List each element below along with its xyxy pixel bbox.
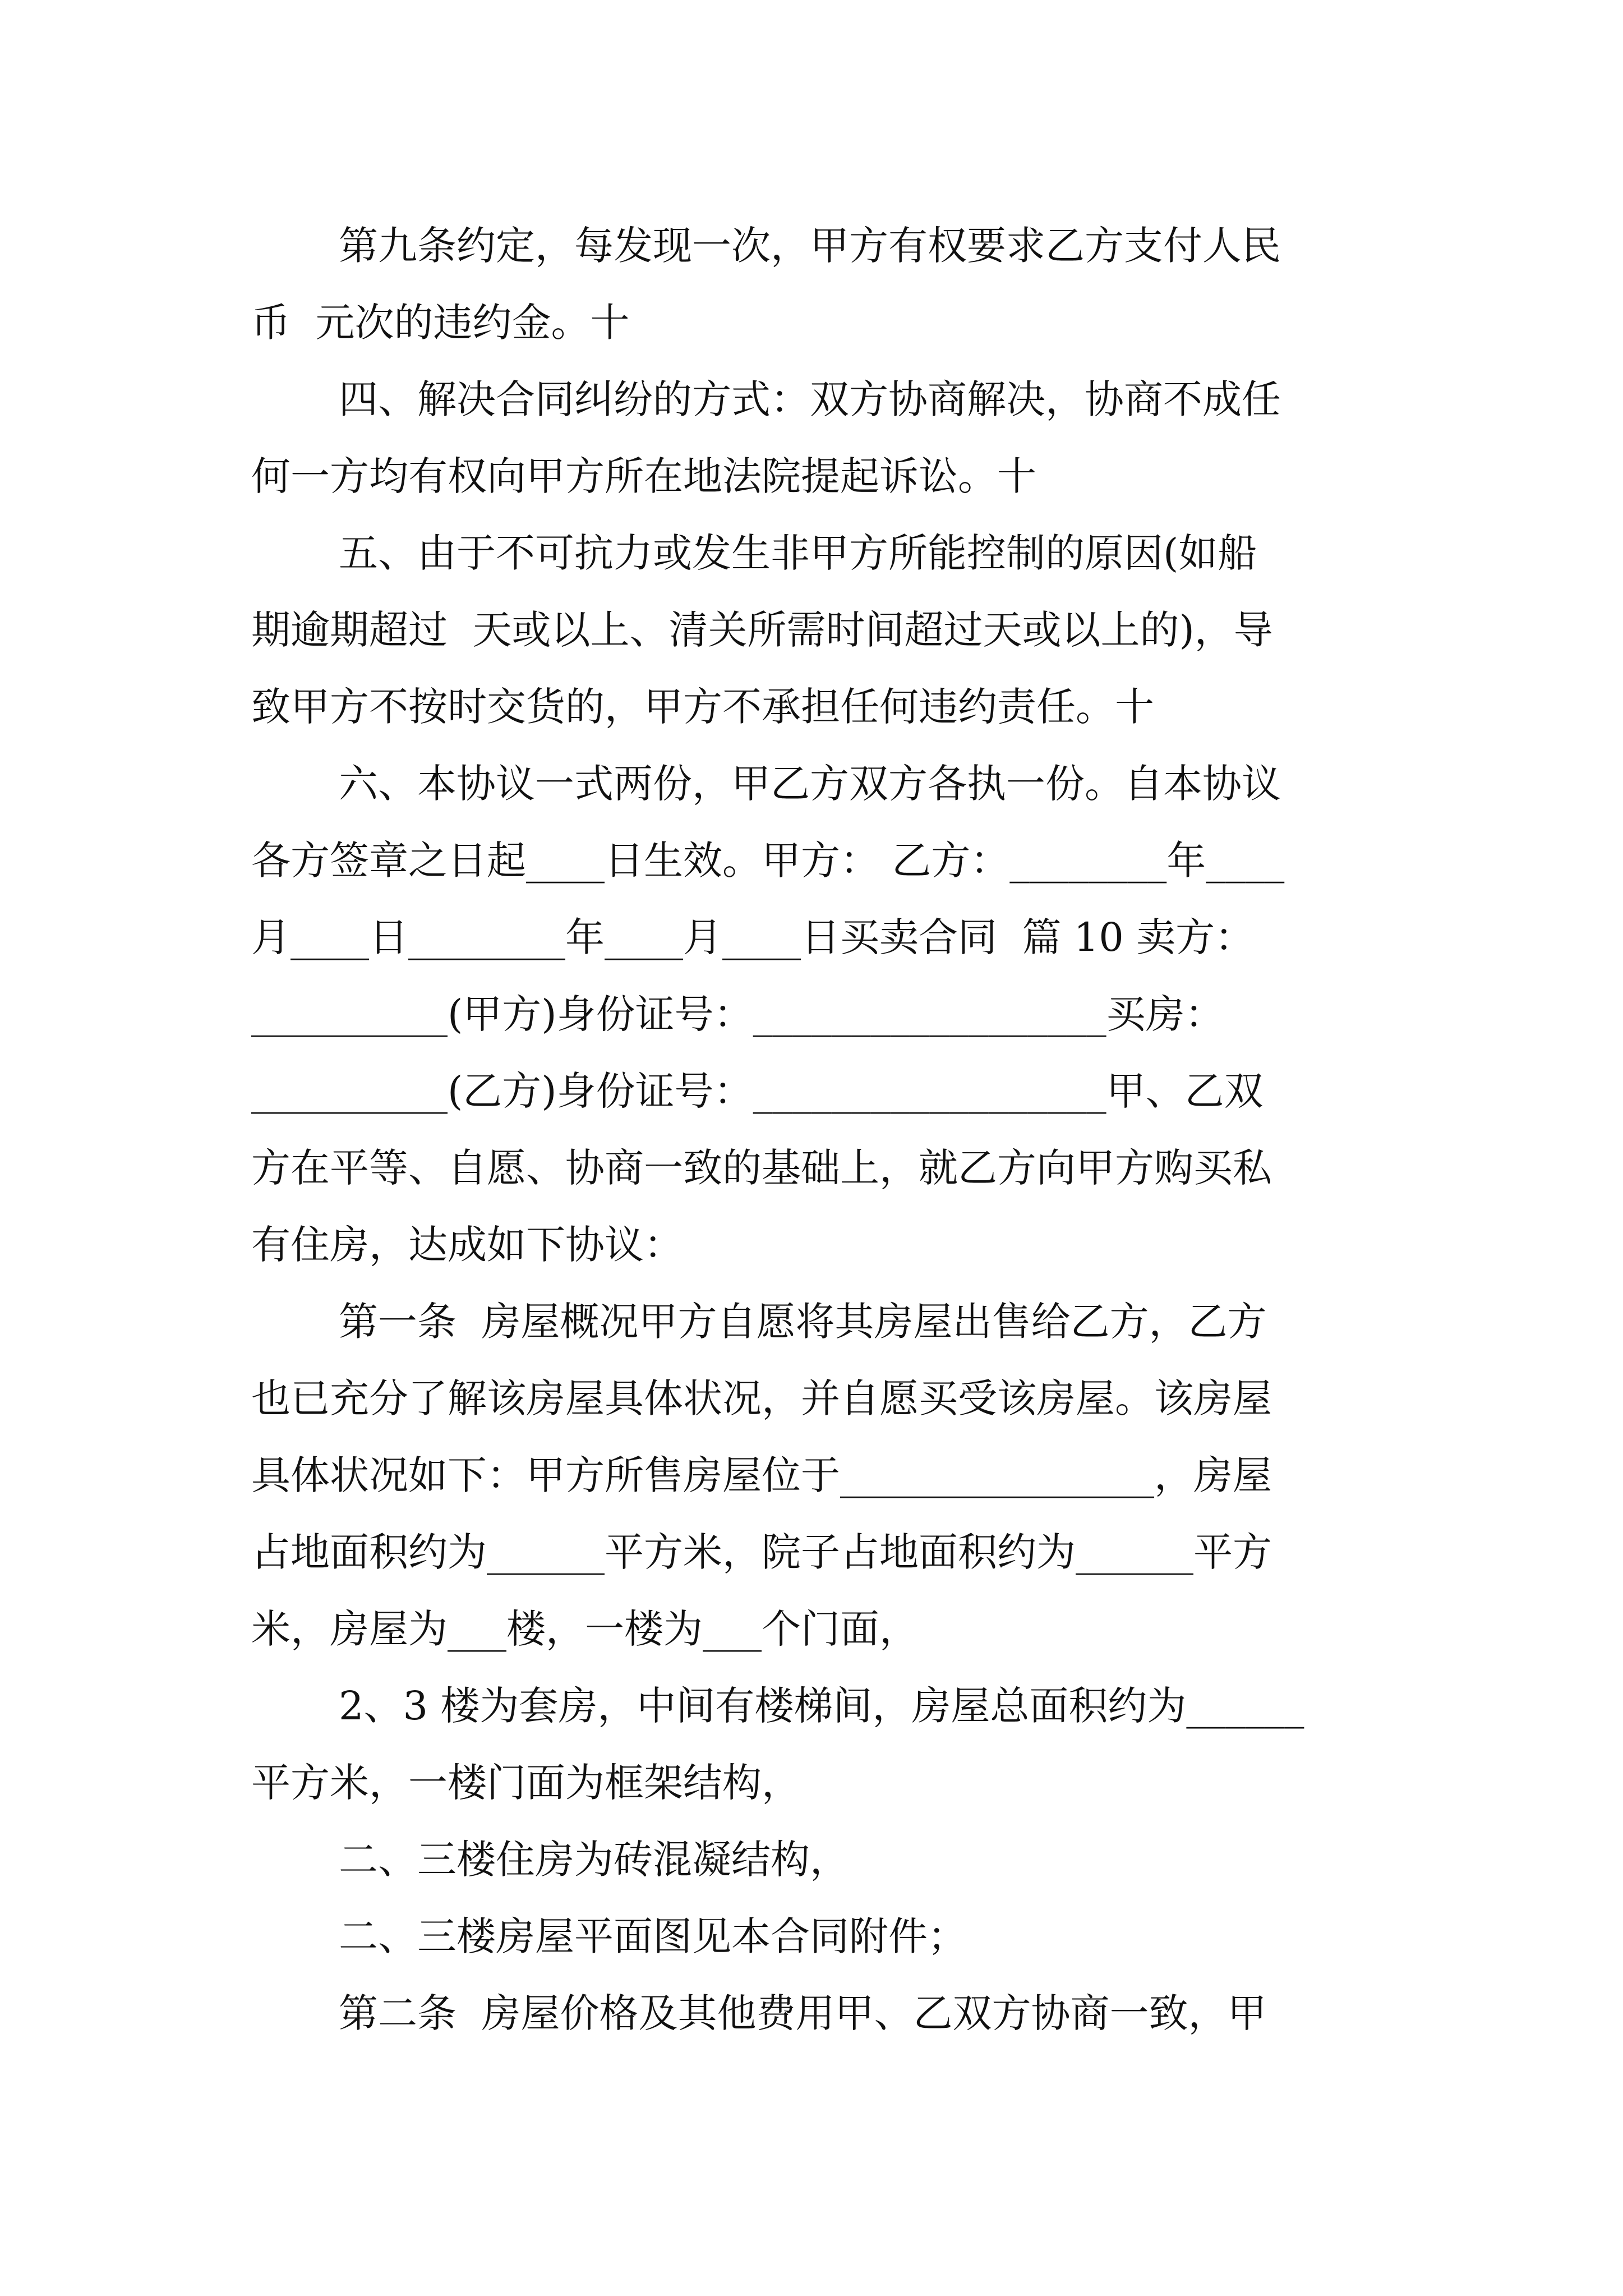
text-line: 第二条 房屋价格及其他费用甲、乙双方协商一致，甲 (339, 1990, 1267, 2036)
text-line: 五、由于不可抗力或发生非甲方所能控制的原因(如船 (339, 530, 1257, 576)
text-line: 方在平等、自愿、协商一致的基础上，就乙方向甲方购买私 (251, 1145, 1272, 1191)
text-line: 平方米，一楼门面为框架结构， (251, 1760, 801, 1806)
text-line: 占地面积约为______平方米，院子占地面积约为______平方 (251, 1529, 1272, 1575)
text-line: 第九条约定，每发现一次，甲方有权要求乙方支付人民 (339, 223, 1281, 269)
text-line: 致甲方不按时交货的，甲方不承担任何违约责任。十 (251, 684, 1154, 730)
text-line: 二、三楼住房为砖混凝结构， (339, 1837, 849, 1883)
text-line: 二、三楼房屋平面图见本合同附件； (339, 1913, 967, 1959)
text-line: 第一条 房屋概况甲方自愿将其房屋出售给乙方，乙方 (339, 1299, 1267, 1345)
text-line: 2、3 楼为套房，中间有楼梯间，房屋总面积约为______ (339, 1683, 1304, 1729)
text-line: 何一方均有权向甲方所在地法院提起诉讼。十 (251, 453, 1036, 499)
text-line: 有住房，达成如下协议： (251, 1222, 683, 1268)
text-line: 四、解决合同纠纷的方式：双方协商解决，协商不成任 (339, 376, 1281, 422)
text-line: 各方签章之日起____日生效。甲方： 乙方：________年____ (251, 838, 1285, 884)
text-line: 期逾期超过 天或以上、清关所需时间超过天或以上的)，导 (251, 607, 1273, 653)
text-line: __________(乙方)身份证号：__________________甲、乙双 (251, 1068, 1264, 1114)
text-line: 月____日________年____月____日买卖合同 篇 10 卖方： (251, 914, 1255, 960)
text-line: 米，房屋为___楼，一楼为___个门面， (251, 1606, 919, 1652)
text-line: 六、本协议一式两份，甲乙方双方各执一份。自本协议 (339, 761, 1281, 807)
text-line: 具体状况如下：甲方所售房屋位于________________，房屋 (251, 1452, 1272, 1498)
text-line: __________(甲方)身份证号：__________________买房： (251, 991, 1224, 1037)
text-line: 币 元次的违约金。十 (251, 300, 630, 346)
text-line: 也已充分了解该房屋具体状况，并自愿买受该房屋。该房屋 (251, 1375, 1272, 1421)
